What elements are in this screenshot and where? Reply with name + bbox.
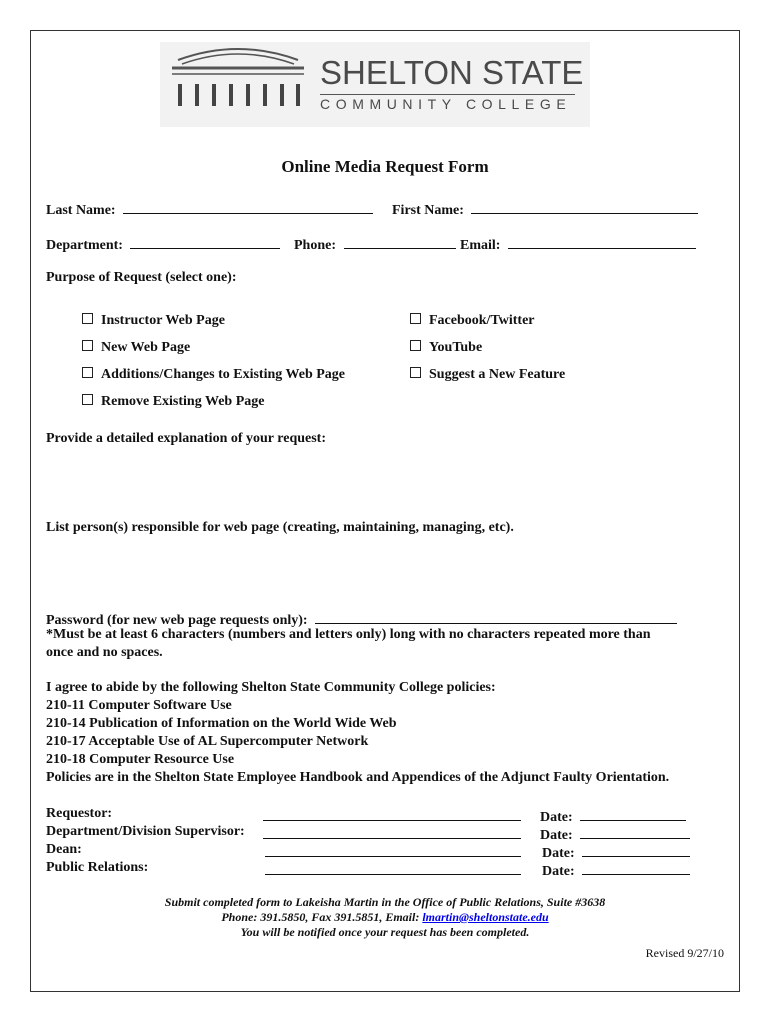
date-line[interactable]: [582, 860, 690, 875]
date-line[interactable]: [582, 842, 690, 857]
option-remove-web-page[interactable]: [82, 394, 264, 410]
policy-item: 210-14 Publication of Information on the World Wide Web: [46, 716, 397, 731]
date-label: Date:: [542, 864, 575, 879]
department-label: Department:: [46, 238, 123, 253]
option-instructor-web-page[interactable]: [82, 313, 225, 329]
date-label: Date:: [542, 846, 575, 861]
password-note-line2: once and no spaces.: [46, 645, 163, 660]
footer-notification: You will be notified once your request has been completed.: [240, 925, 530, 939]
requestor-signature-line[interactable]: [263, 806, 521, 821]
password-note-line1: *Must be at least 6 characters (numbers and letters only) long with no characters repeated more than: [46, 627, 651, 642]
email-field[interactable]: [460, 234, 696, 254]
option-new-web-page[interactable]: [82, 340, 190, 356]
requestor-label: Requestor:: [46, 806, 113, 821]
supervisor-signature-line[interactable]: [263, 824, 521, 839]
phone-line[interactable]: [344, 234, 456, 249]
form-title: Online Media Request Form: [281, 157, 489, 176]
building-icon: [168, 42, 308, 112]
public-relations-date-field[interactable]: [542, 860, 690, 880]
option-suggest-feature[interactable]: [410, 367, 565, 383]
department-line[interactable]: [130, 234, 280, 249]
option-youtube[interactable]: [410, 340, 482, 356]
date-line[interactable]: [580, 806, 686, 821]
public-relations-signature-line[interactable]: [265, 860, 521, 875]
responsible-label: List person(s) responsible for web page (creating, maintaining, managing, etc).: [46, 520, 514, 535]
dean-signature-line[interactable]: [265, 842, 521, 857]
option-label: Instructor Web Page: [101, 313, 225, 328]
footer-contact: [0, 910, 770, 925]
first-name-line[interactable]: [471, 199, 698, 214]
dean-label: Dean:: [46, 842, 82, 857]
password-label: Password (for new web page requests only):: [46, 613, 308, 628]
checkbox[interactable]: [82, 340, 93, 351]
policies-location: Policies are in the Shelton State Employee Handbook and Appendices of the Adjunct Faulty Orientation.: [46, 770, 670, 785]
first-name-field[interactable]: [392, 199, 698, 219]
last-name-field[interactable]: [46, 199, 373, 219]
revised-date: Revised 9/27/10: [645, 946, 724, 960]
checkbox[interactable]: [82, 313, 93, 324]
checkbox[interactable]: [410, 340, 421, 351]
department-field[interactable]: [46, 234, 280, 254]
checkbox[interactable]: [82, 367, 93, 378]
option-label: YouTube: [429, 340, 483, 355]
email-line[interactable]: [508, 234, 696, 249]
policy-item: 210-18 Computer Resource Use: [46, 752, 235, 767]
last-name-label: Last Name:: [46, 203, 116, 218]
supervisor-date-field[interactable]: [540, 824, 690, 844]
responsible-area[interactable]: [46, 541, 726, 601]
explanation-label: Provide a detailed explanation of your request:: [46, 431, 326, 446]
footer-phone-fax: Phone: 391.5850, Fax 391.5851, Email:: [221, 910, 423, 924]
supervisor-label: Department/Division Supervisor:: [46, 824, 245, 839]
last-name-line[interactable]: [123, 199, 373, 214]
logo-divider: [320, 94, 575, 95]
email-label: Email:: [460, 238, 501, 253]
option-label: Suggest a New Feature: [429, 367, 566, 382]
public-relations-label: Public Relations:: [46, 860, 149, 875]
purpose-label: Purpose of Request (select one):: [46, 270, 237, 285]
option-label: Remove Existing Web Page: [101, 394, 265, 409]
option-additions-changes[interactable]: [82, 367, 345, 383]
option-facebook-twitter[interactable]: [410, 313, 535, 329]
date-label: Date:: [540, 828, 573, 843]
footer-submit-note: Submit completed form to Lakeisha Martin in the Office of Public Relations, Suite #3638: [164, 895, 606, 909]
policy-item: 210-17 Acceptable Use of AL Supercomputer Network: [46, 734, 369, 749]
explanation-area[interactable]: [46, 452, 726, 512]
date-label: Date:: [540, 810, 573, 825]
checkbox[interactable]: [410, 313, 421, 324]
logo-subtitle: COMMUNITY COLLEGE: [320, 96, 572, 112]
logo-title: SHELTON STATE: [320, 54, 584, 91]
email-link[interactable]: lmartin@sheltonstate.edu: [422, 910, 549, 924]
checkbox[interactable]: [82, 394, 93, 405]
password-line[interactable]: [315, 609, 677, 624]
dean-date-field[interactable]: [542, 842, 690, 862]
requestor-date-field[interactable]: [540, 806, 686, 826]
option-label: Facebook/Twitter: [429, 313, 535, 328]
first-name-label: First Name:: [392, 203, 464, 218]
checkbox[interactable]: [410, 367, 421, 378]
option-label: Additions/Changes to Existing Web Page: [101, 367, 346, 382]
phone-field[interactable]: [294, 234, 456, 254]
option-label: New Web Page: [101, 340, 191, 355]
college-logo: [160, 42, 590, 127]
date-line[interactable]: [580, 824, 690, 839]
policies-intro: I agree to abide by the following Shelton State Community College policies:: [46, 680, 496, 695]
phone-label: Phone:: [294, 238, 336, 253]
password-field[interactable]: [46, 609, 677, 629]
policy-item: 210-11 Computer Software Use: [46, 698, 232, 713]
